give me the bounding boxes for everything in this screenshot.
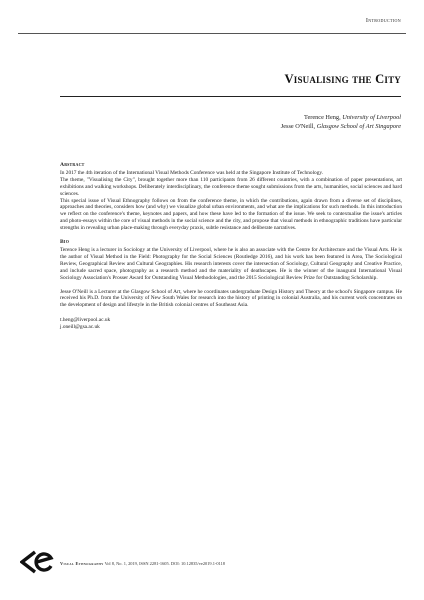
bio-paragraph: Jesse O'Neill is a Lecturer at the Glasgow School of Art, where he coordinates undergraduate Design History and Theory at the school's Singapore campus. He received his Ph.D. from the University of New South Wales for research into the history of printing in colonial Australia, and his current work concentrates on the development of design and lifestyle in the British colonial centres of Southeast Asia.	[60, 288, 402, 309]
author-name: Terence Heng,	[304, 114, 343, 121]
bio-paragraph: Terence Heng is a lecturer in Sociology at the University of Liverpool, where he is also an associate with the Centre for Architecture and the Visual Arts. He is the author of Visual Method in the Field: Photography for the Social Sciences (Routledge 2016), and his work has been featured in Area, The Sociological Review, Geographical Review and Cultural Geographies. His research interests cover the intersection of Sociology, Cultural Geography and Creative Practice, and include sacred space, photography as a research method and the materiality of deathscapes. He is the winner of the inaugural International Visual Sociology Association's Prosser Award for Outstanding Visual Methodologies, and the 2015 Sociological Review Prize for Outstanding Scholarship.	[60, 246, 402, 281]
article-title: Visualising the City	[284, 72, 401, 86]
bio-heading: Bio	[60, 239, 69, 246]
email-list	[60, 317, 402, 331]
author-block	[281, 113, 401, 131]
author-line	[281, 113, 401, 122]
abstract-paragraph: This special issue of Visual Ethnography follows on from the conference theme, in which the contributions, again drawn from a diverse set of disciplines, approaches and theories, considers how (and why) we visualize global urban environments, and what are the implications for such methods. In this introduction we reflect on the conference's theme, keynotes and papers, and how these have led to the formation of the issue. We seek to contextualise the issue's articles and photo-essays within the core of visual methods in the social science and the city, and propose that visual methods in ethnographic traditions have particular strengths in revealing urban place-making through everyday praxis, subtle resistance and deliberate narratives.	[60, 197, 402, 232]
abstract-heading: Abstract	[60, 162, 85, 168]
email-link[interactable]: j.oneill@gsa.ac.uk	[60, 324, 100, 331]
running-head: Introduction	[365, 17, 401, 24]
article-body	[60, 162, 402, 331]
journal-name: Visual Ethnography	[60, 561, 104, 566]
abstract-paragraph: The theme, "Visualising the City", brought together more than 110 participants from 26 different countries, with a combination of paper presentations, art exhibitions and walking workshops. Deliberately interdisciplinary, the conference theme sought submissions from the arts, humanities, social sciences and hard sciences.	[60, 176, 402, 197]
citation-details: Vol 8, No. 1, 2019, ISSN 2281-1605. DOI: 10.12835/ve2019.1-0118	[103, 561, 226, 566]
author-line	[281, 122, 401, 131]
visual-ethnography-logo-icon	[20, 550, 54, 574]
abstract-paragraph: In 2017 the 4th iteration of the International Visual Methods Conference was held at the Singapore Institute of Technology.	[60, 169, 324, 176]
header-divider	[18, 33, 406, 34]
footer-citation	[60, 561, 420, 566]
title-divider	[60, 96, 401, 97]
author-name: Jesse O'Neill,	[280, 123, 317, 130]
email-link[interactable]: t.heng@liverpool.ac.uk	[60, 317, 111, 324]
author-affiliation: Glasgow School of Art Singapore	[316, 123, 401, 130]
author-affiliation: University of Liverpool	[342, 114, 401, 121]
